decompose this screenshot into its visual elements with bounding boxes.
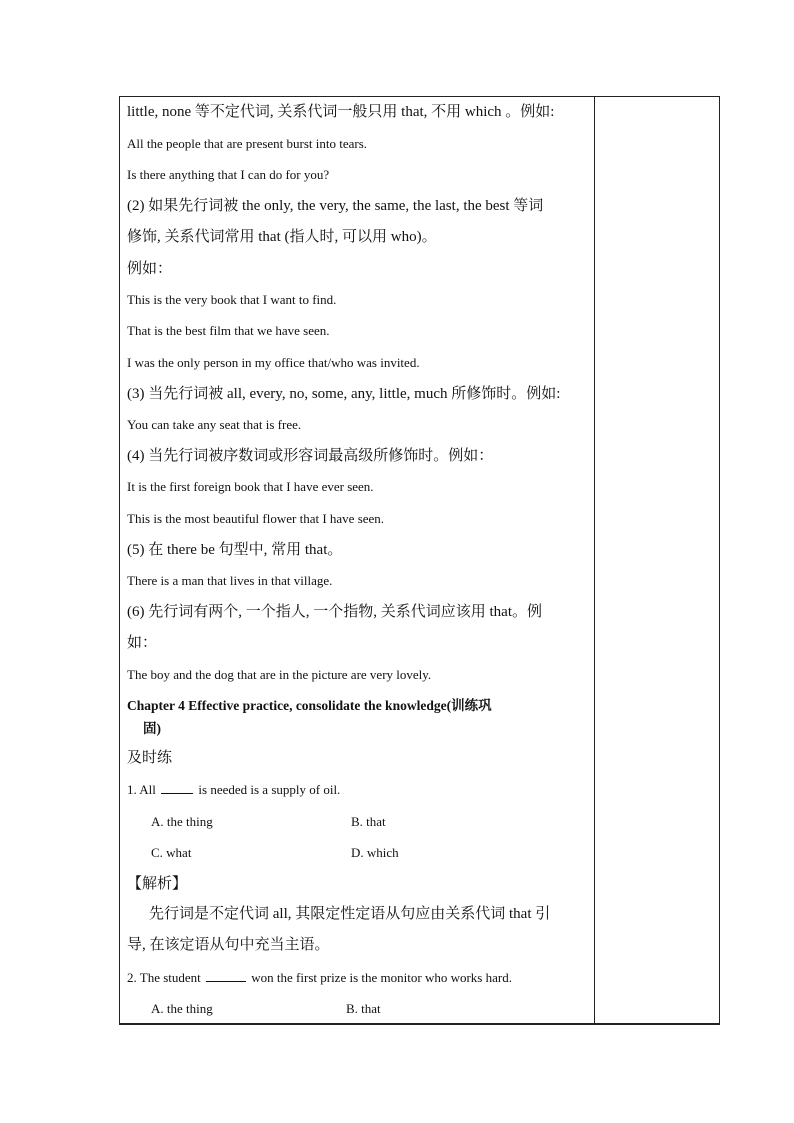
q1-option-b: B. that <box>351 814 386 829</box>
question-2 <box>127 968 512 988</box>
rule-3: (3) 当先行词被 all, every, no, some, any, little, much 所修饰时。例如: <box>127 386 561 402</box>
q1-option-a: A. the thing <box>151 814 213 829</box>
question-2-suffix: won the first prize is the monitor who works hard. <box>251 970 512 985</box>
example-3: You can take any seat that is free. <box>127 417 302 432</box>
example-1a: All the people that are present burst into tears. <box>127 136 368 151</box>
question-1-suffix: is needed is a supply of oil. <box>198 782 341 797</box>
q1-option-d: D. which <box>351 845 399 860</box>
chapter-title-cont: 固) <box>143 721 161 736</box>
question-1 <box>127 780 340 800</box>
q2-option-a: A. the thing <box>151 1001 213 1016</box>
answer-blank <box>161 781 193 794</box>
question-2-prefix: 2. The student <box>127 970 201 985</box>
rule-4: (4) 当先行词被序数词或形容词最高级所修饰时。例如： <box>127 448 494 464</box>
rule-2-line3: 例如： <box>127 261 173 277</box>
rule-2-line2: 修饰, 关系代词常用 that (指人时, 可以用 who)。 <box>127 229 437 245</box>
q1-option-c: C. what <box>151 845 192 860</box>
analysis-label: 【解析】 <box>127 876 188 892</box>
example-6: The boy and the dog that are in the picture are very lovely. <box>127 667 432 682</box>
example-1b: Is there anything that I can do for you? <box>127 167 330 182</box>
analysis-line-1: 先行词是不定代词 all, 其限定性定语从句应由关系代词 that 引 <box>149 906 551 922</box>
q2-option-b: B. that <box>346 1001 381 1016</box>
answer-blank <box>206 969 246 982</box>
example-2c: I was the only person in my office that/who was invited. <box>127 355 420 370</box>
analysis-line-2: 导, 在该定语从句中充当主语。 <box>127 937 330 953</box>
example-4b: This is the most beautiful flower that I have seen. <box>127 511 385 526</box>
main-cell <box>127 97 589 1023</box>
table-bottom-rule <box>119 1024 720 1025</box>
chapter-title: Chapter 4 Effective practice, consolidate the knowledge(训练巩 <box>127 698 492 713</box>
example-2b: That is the best film that we have seen. <box>127 323 330 338</box>
rule-2-line1: (2) 如果先行词被 the only, the very, the same, the last, the best 等词 <box>127 198 544 214</box>
rule-1-continued: little, none 等不定代词, 关系代词一般只用 that, 不用 which 。例如: <box>127 104 555 120</box>
rule-5: (5) 在 there be 句型中, 常用 that。 <box>127 542 343 558</box>
example-4a: It is the first foreign book that I have ever seen. <box>127 479 374 494</box>
example-5: There is a man that lives in that village. <box>127 573 333 588</box>
example-2a: This is the very book that I want to find. <box>127 292 337 307</box>
question-1-prefix: 1. All <box>127 782 156 797</box>
notes-column <box>595 97 719 1023</box>
rule-6-line2: 如： <box>127 635 158 651</box>
practice-label: 及时练 <box>127 750 173 766</box>
rule-6-line1: (6) 先行词有两个, 一个指人, 一个指物, 关系代词应该用 that。例 <box>127 604 542 620</box>
